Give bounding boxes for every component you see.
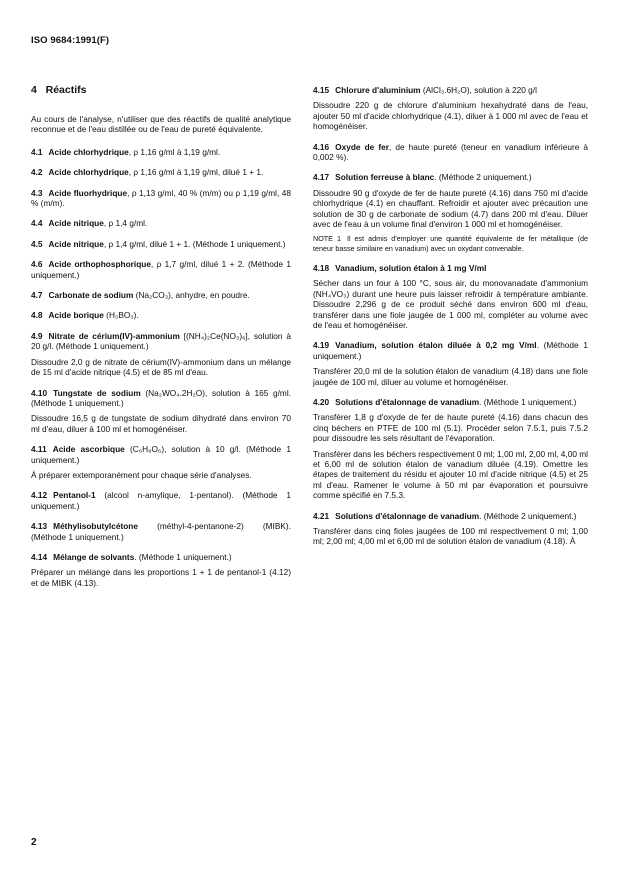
reagent-heading (31, 239, 291, 249)
reagent-heading (31, 310, 291, 320)
clause-number: 4.13 (31, 521, 48, 532)
note-text: Il est admis d'employer une quantité équivalente de fer métallique (de teneur basse similaire en vanadium) avec un oxydant convenable. (313, 234, 588, 253)
reagent-name: Acide nitrique (48, 218, 104, 229)
clause-number: 4.2 (31, 167, 43, 178)
clause-number: 4.7 (31, 290, 43, 301)
reagent-item (313, 263, 588, 330)
clause-number: 4.15 (313, 85, 330, 95)
reagent-name: Acide borique (48, 310, 104, 321)
clause-number: 4.19 (313, 340, 330, 351)
reagent-procedure: Sécher dans un four à 100 °C, sous air, du monovanadate d'ammonium (NH₄VO₃) durant une heure puis laisser refroidir à température ambiante. Dissoudre 2,296 g de ce produit séché dans environ 600 ml d'eau, transférer dans une fiole jaugée de 1 000 ml, compléter au volume avec de l'eau et homogénéiser. (313, 278, 588, 330)
clause-number: 4.21 (313, 510, 330, 521)
reagent-name: Acide nitrique (48, 238, 104, 249)
clause-number: 4.10 (31, 387, 48, 398)
reagent-item (31, 188, 291, 209)
reagent-procedure: Transférer dans les béchers respectivement 0 ml; 1,00 ml, 2,00 ml, 4,00 ml et 6,00 ml de solution étalon de vanadium diluée (4.19). Omettre les étapes de traitement du résidu et ajouter 10 ml d'acide nitrique (4.5) et 25 ml d'eau. Ramener le volume à 50 ml par évaporation et poursuivre comme spécifié en 7.5.3. (313, 448, 588, 501)
note (313, 234, 588, 252)
reagent-name: Acide fluorhydrique (48, 187, 128, 198)
reagent-heading (31, 290, 291, 300)
clause-number: 4.5 (31, 238, 43, 249)
reagent-name: Acide ascorbique (52, 444, 125, 455)
clause-number: 4.4 (31, 218, 43, 229)
clause-number: 4.16 (313, 141, 330, 152)
reagent-spec: . (Méthode 1 uniquement.) (313, 340, 588, 361)
reagent-item (31, 331, 291, 378)
clause-number: 4.12 (31, 490, 48, 501)
reagent-heading (31, 147, 291, 157)
reagent-spec: , ρ 1,16 g/ml à 1,19 g/ml, dilué 1 + 1. (128, 167, 264, 178)
left-column (31, 114, 291, 598)
reagent-heading (31, 259, 291, 280)
clause-number: 4.11 (31, 444, 47, 455)
reagent-name: Solutions d'étalonnage de vanadium (335, 510, 480, 521)
reagent-name: Pentanol-1 (53, 490, 96, 501)
reagent-heading (313, 263, 588, 273)
document-header: ISO 9684:1991(F) (31, 35, 110, 46)
reagent-item (31, 218, 291, 228)
reagent-heading (313, 397, 588, 407)
reagent-item (31, 147, 291, 157)
reagent-name: Vanadium, solution étalon à 1 mg V/ml (335, 262, 487, 273)
reagent-name: Oxyde de fer (335, 141, 389, 152)
reagent-item (31, 552, 291, 588)
reagent-item (313, 397, 588, 501)
clause-number: 4.14 (31, 551, 48, 562)
reagent-item (31, 310, 291, 320)
reagent-name: Solutions d'étalonnage de vanadium (335, 396, 480, 407)
reagent-spec: . (Méthode 2 uniquement.) (479, 510, 577, 521)
reagent-name: Nitrate de cérium(IV)-ammonium (48, 330, 180, 341)
reagent-heading (31, 188, 291, 209)
reagent-spec: (alcool n-amylique, 1-pentanol). (Méthode 1 uniquement.) (31, 490, 291, 511)
section-number: 4 (31, 84, 37, 96)
reagent-spec: , ρ 1,13 g/ml, 40 % (m/m) ou ρ 1,19 g/ml, 48 % (m/m). (31, 187, 292, 209)
reagent-item (31, 259, 291, 280)
reagent-procedure: Dissoudre 2,0 g de nitrate de cérium(IV)-ammonium dans un mélange de 15 ml d'acide nitrique (4.5) et de 85 ml d'eau. (31, 356, 291, 378)
clause-number: 4.9 (31, 330, 43, 341)
reagent-procedure: Préparer un mélange dans les proportions 1 + 1 de pentanol-1 (4.12) et de MIBK (4.13). (31, 567, 291, 588)
reagent-spec: (AlCl₃.6H₂O), solution à 220 g/l (420, 85, 537, 95)
reagent-spec: . (Méthode 1 uniquement.) (479, 396, 577, 407)
reagent-heading (313, 340, 588, 361)
reagent-name: Acide chlorhydrique (48, 167, 129, 178)
reagent-item (313, 142, 588, 163)
reagent-heading (31, 388, 291, 409)
reagent-heading (313, 142, 588, 163)
reagent-spec: , ρ 1,7 g/ml, dilué 1 + 2. (Méthode 1 uniquement.) (31, 259, 291, 280)
reagent-heading (31, 218, 291, 228)
reagent-spec: (méthyl-4-pentanone-2) (MIBK). (Méthode 1 uniquement.) (31, 521, 291, 542)
reagent-name: Solution ferreuse à blanc (335, 172, 435, 183)
right-column (313, 85, 588, 557)
section-heading (31, 84, 86, 96)
reagent-name: Chlorure d'aluminium (335, 85, 421, 95)
reagent-spec: , ρ 1,4 g/ml. (103, 218, 148, 229)
reagent-procedure: Dissoudre 16,5 g de tungstate de sodium dihydraté dans environ 70 ml d'eau, diluer à 100 ml et homogénéiser. (31, 413, 291, 434)
reagent-spec: . (Méthode 2 uniquement.) (434, 172, 532, 183)
reagent-procedure: Dissoudre 90 g d'oxyde de fer de haute pureté (4.16) dans 750 ml d'acide chlorhydrique (4.1) en chauffant. Refroidir et ajouter avec précaution une solution de 30 g de carbonate de sodium (4.7) dans 200 ml d'eau. Diluer avec de l'eau à un volume final d'environ 1 000 ml et homogénéiser. (313, 187, 588, 230)
reagent-heading (313, 85, 588, 95)
reagent-name: Acide orthophosphorique (48, 259, 151, 270)
reagent-heading (31, 552, 291, 562)
reagent-name: Carbonate de sodium (48, 290, 134, 301)
reagent-procedure: Dissoudre 220 g de chlorure d'aluminium hexahydraté dans de l'eau, ajouter 50 ml d'acide chlorhydrique (4.1), diluer à 1 000 ml avec de l'eau et homogénéiser. (313, 100, 588, 132)
reagent-item (313, 511, 588, 547)
reagent-item (31, 239, 291, 249)
clause-number: 4.8 (31, 310, 43, 321)
reagent-item (31, 290, 291, 300)
note-label: NOTE 1 (313, 234, 341, 244)
reagent-item (31, 444, 291, 480)
reagent-item (313, 172, 588, 252)
reagent-name: Méthylisobutylcétone (53, 521, 138, 532)
reagent-procedure: Transférer 20,0 ml de la solution étalon de vanadium (4.18) dans une fiole jaugée de 100 ml, diluer au volume et homogénéiser. (313, 366, 588, 387)
page-number: 2 (31, 837, 37, 848)
reagent-name: Mélange de solvants (53, 551, 135, 562)
reagent-item (31, 167, 291, 177)
reagent-spec: . (Méthode 1 uniquement.) (134, 551, 232, 562)
clause-number: 4.17 (313, 172, 330, 183)
reagent-heading (31, 521, 291, 542)
reagent-procedure: Transférer 1,8 g d'oxyde de fer de haute pureté (4.16) dans chacun des cinq béchers en PTFE de 100 ml (5.1). Procéder selon 7.5.1, puis 7.5.2 pour dissoudre les sels résultant de l'évaporation. (313, 412, 588, 444)
reagent-spec: (C₆H₈O₆), solution à 10 g/l. (Méthode 1 uniquement.) (31, 444, 291, 465)
reagent-spec: (Na₂WO₄.2H₂O), solution à 165 g/ml. (Méthode 1 uniquement.) (31, 387, 291, 408)
reagent-heading (31, 490, 291, 511)
reagent-heading (31, 167, 291, 177)
clause-number: 4.6 (31, 259, 43, 270)
reagent-heading (313, 511, 588, 521)
reagent-item (31, 521, 291, 542)
reagent-item (31, 490, 291, 511)
reagent-name: Acide chlorhydrique (48, 146, 129, 157)
clause-number: 4.20 (313, 396, 330, 407)
reagent-heading (31, 331, 291, 352)
reagent-spec: , de haute pureté (teneur en vanadium inférieure à 0,002 %). (313, 141, 588, 163)
reagent-spec: (Na₂CO₃), anhydre, en poudre. (133, 290, 250, 301)
clause-number: 4.18 (313, 262, 330, 273)
clause-number: 4.1 (31, 146, 43, 157)
reagent-spec: [(NH₄)₂Ce(NO₃)₆], solution à 20 g/l. (Méthode 1 uniquement.) (31, 330, 291, 352)
reagent-spec: (H₃BO₃). (103, 310, 139, 321)
section-title: Réactifs (45, 84, 87, 96)
reagent-heading (313, 172, 588, 182)
reagent-name: Tungstate de sodium (53, 387, 141, 398)
reagent-spec: , ρ 1,16 g/ml à 1,19 g/ml. (128, 146, 221, 157)
section-intro: Au cours de l'analyse, n'utiliser que des réactifs de qualité analytique reconnue et de l'eau distillée ou de l'eau de pureté équivalente. (31, 114, 291, 135)
reagent-procedure: Transférer dans cinq fioles jaugées de 100 ml respectivement 0 ml; 1,00 ml; 2,00 ml; 4,00 ml et 6,00 ml de solution étalon de vanadium (4.18). À (313, 526, 588, 547)
reagent-procedure: À préparer extemporanément pour chaque série d'analyses. (31, 469, 252, 480)
reagent-name: Vanadium, solution étalon diluée à 0,2 mg V/ml (335, 340, 537, 351)
reagent-heading (31, 444, 291, 465)
reagent-spec: , ρ 1,4 g/ml, dilué 1 + 1. (Méthode 1 uniquement.) (103, 238, 286, 249)
reagent-item (313, 340, 588, 387)
reagent-item (31, 388, 291, 435)
reagent-item (313, 85, 588, 132)
clause-number: 4.3 (31, 187, 43, 198)
